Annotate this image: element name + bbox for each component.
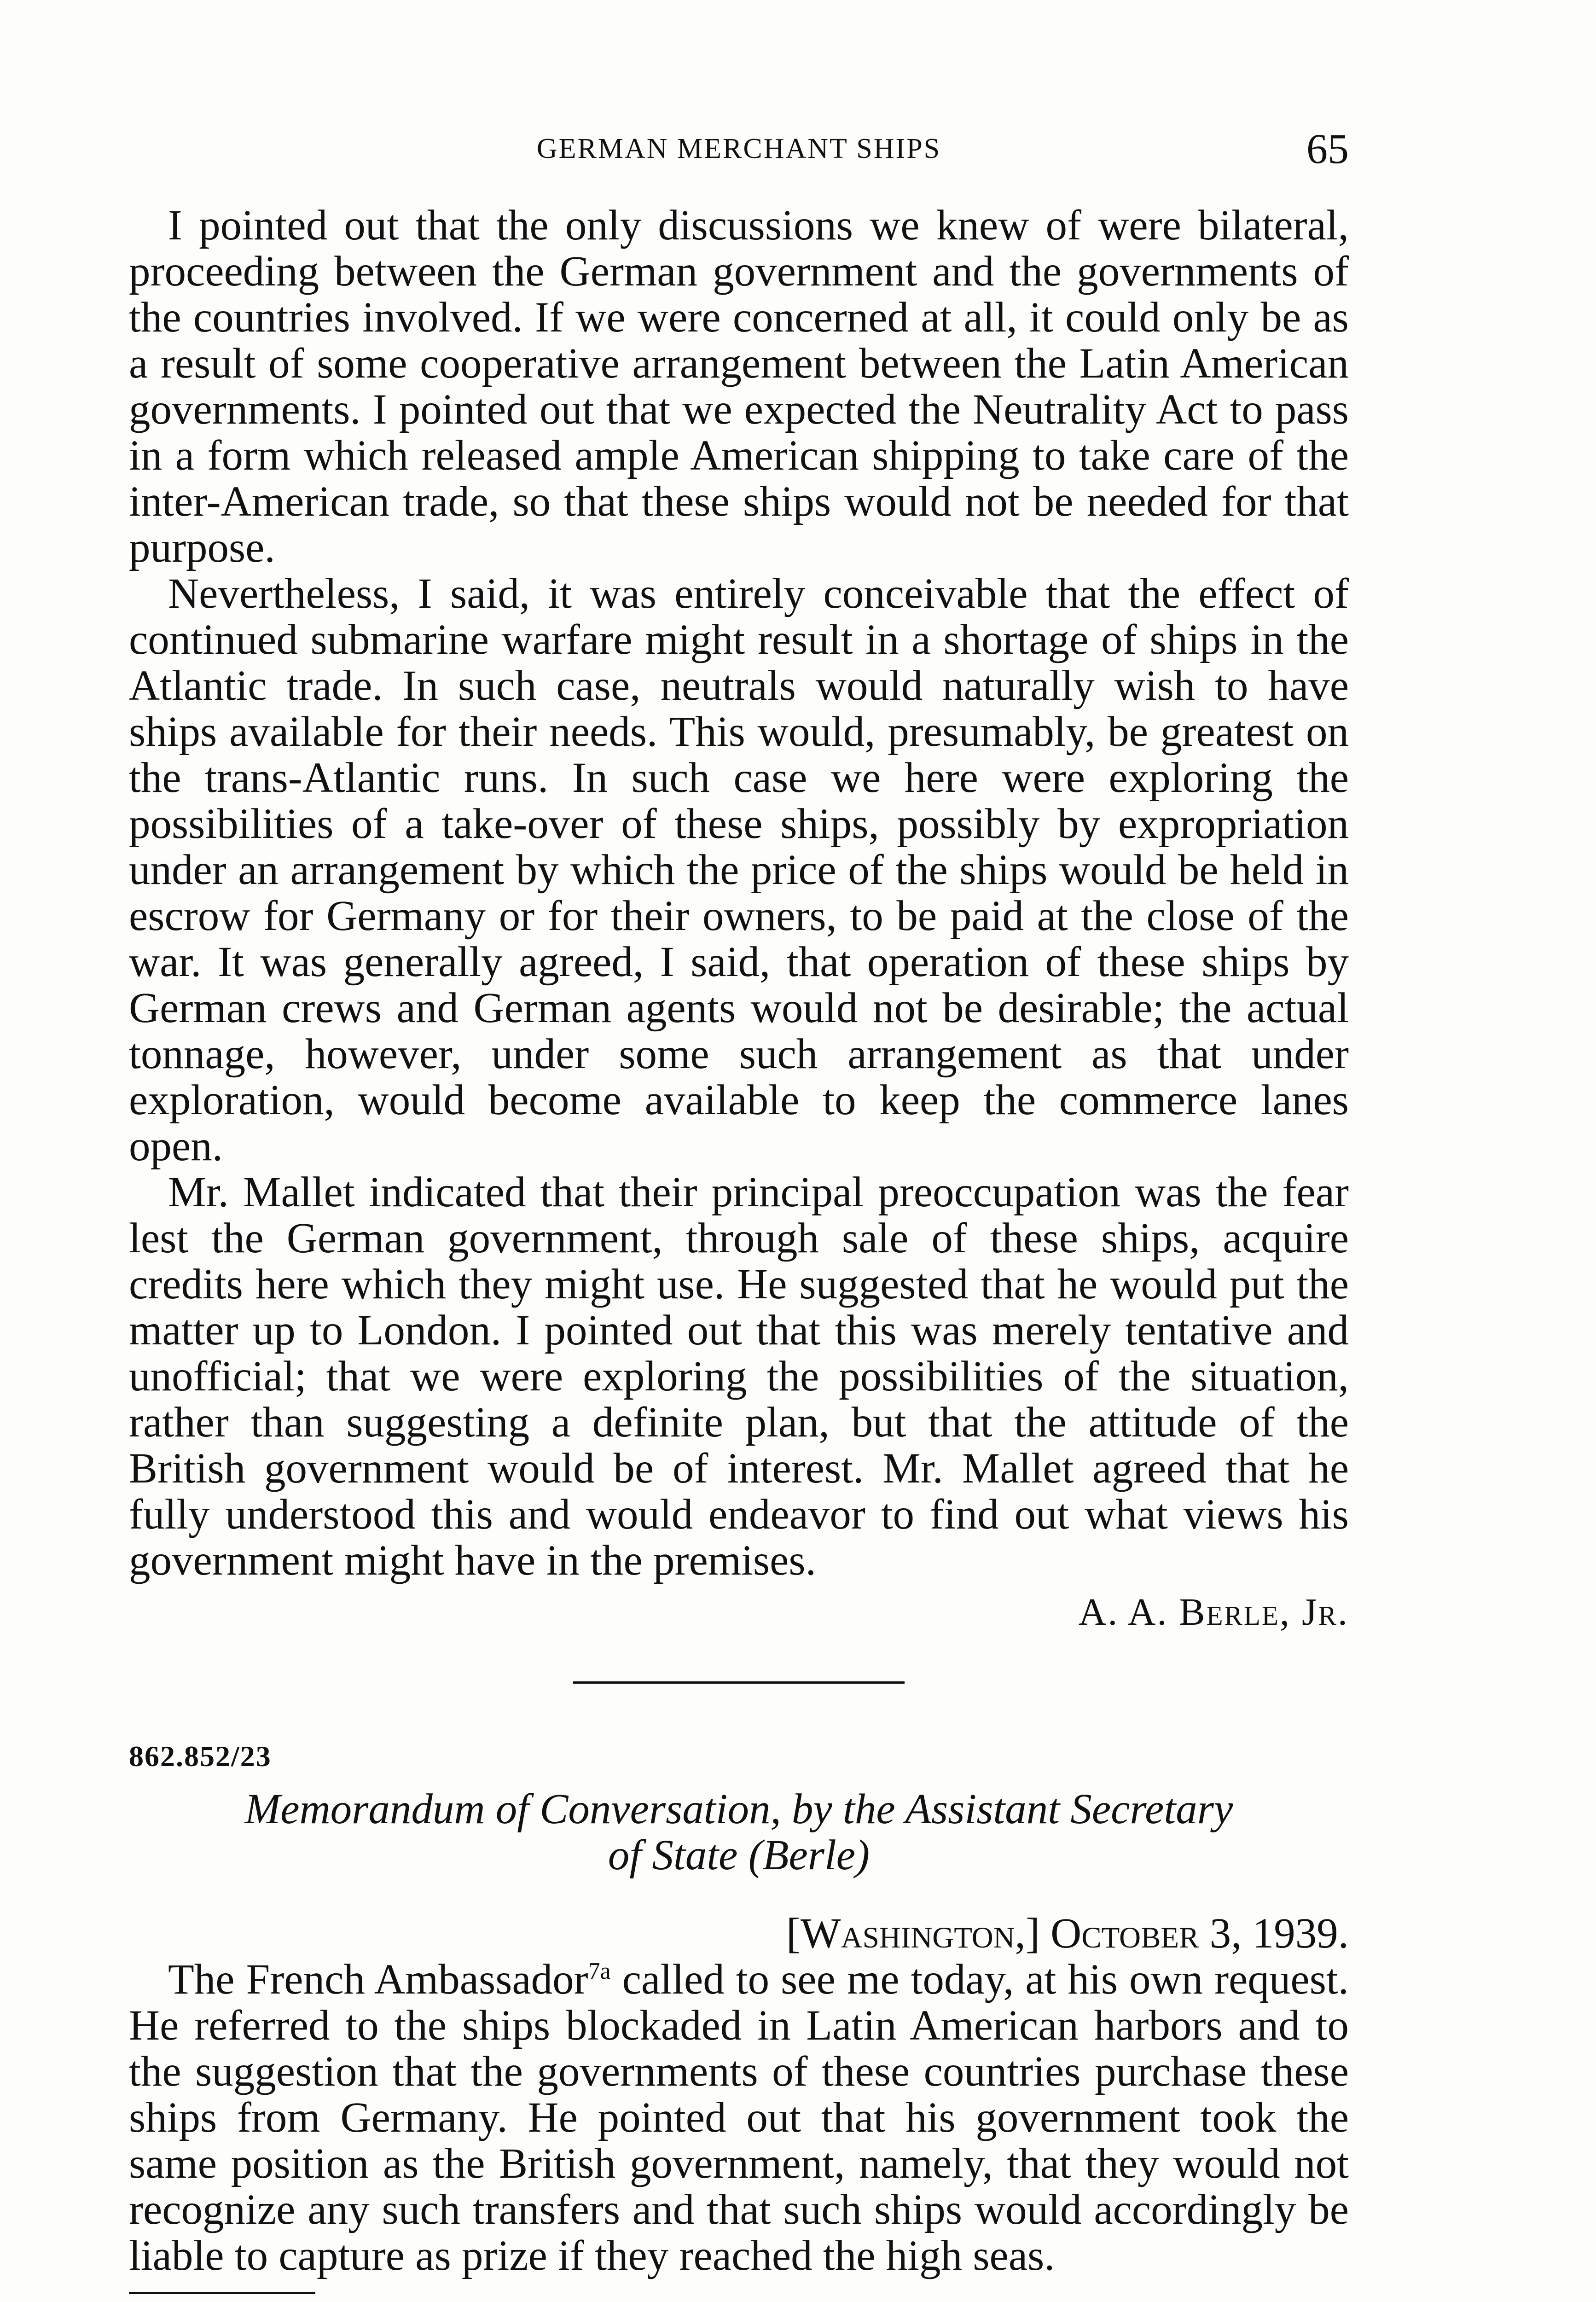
footnote-reference: 7a [588, 1958, 611, 1984]
signature: A. A. Berle, Jr. [1078, 1591, 1349, 1633]
paragraph-2: Nevertheless, I said, it was entirely conceivable that the effect of continued submarine warfare might result in a shortage of ships in the Atlantic trade. In such case, neutrals would naturally wish to have ships available for their needs. This would, presumably, be greatest on the trans-Atlantic runs. In such case we here were exploring the possibilities of a take-over of these ships, possibly by expropriation under an arrangement by which the price of the ships would be held in escrow for Germany or for their owners, to be paid at the close of the war. It was generally agreed, I said, that operation of these ships by German crews and German agents would not be desirable; the actual tonnage, however, under some such arrangement as that under exploration, would become available to keep the commerce lanes open. [129, 570, 1349, 1170]
paragraph-3: Mr. Mallet indicated that their principal preoccupation was the fear lest the German government, through sale of these ships, acquire credits here which they might use. He suggested that he would put the matter up to London. I pointed out that this was merely tentative and unofficial; that we were exploring the possibilities of the situation, rather than suggesting a definite plan, but that the attitude of the British government would be of interest. Mr. Mallet agreed that he fully understood this and would endeavor to find out what views his government might have in the premises. [129, 1168, 1349, 1584]
memo-paragraph [129, 1957, 1349, 2279]
section-divider [573, 1681, 905, 1684]
memo-text-end: called to see me today, at his own request. He referred to the ships blockaded in Latin American harbors and to the suggestion that the governments of these countries purchase these ships from Germany. He pointed out that his government took the same position as the British government, namely, that they would not recognize any such transfers and that such ships would accordingly be liable to capture as prize if they reached the high seas. [129, 1956, 1349, 2279]
memo-text-start: The French Ambassador [168, 1956, 588, 2003]
page-number: 65 [1306, 125, 1349, 172]
page-header [129, 124, 1349, 180]
footnote-rule [129, 2292, 315, 2294]
memo-title-line-2: of State (Berle) [608, 1831, 870, 1879]
dateline: [Washington,] October 3, 1939. [786, 1910, 1349, 1957]
file-number: 862.852/23 [129, 1740, 272, 1773]
paragraph-1: I pointed out that the only discussions we knew of were bilateral, proceeding between the German government and the governments of the countries involved. If we were concerned at all, it could only be as a result of some cooperative arrangement between the Latin American governments. I pointed out that we expected the Neutrality Act to pass in a form which released ample American shipping to take care of the inter-American trade, so that these ships would not be needed for that purpose. [129, 202, 1349, 571]
main-text [129, 203, 1349, 2302]
memo-title-line-1: Memorandum of Conversation, by the Assistant Secretary [244, 1785, 1233, 1833]
memo-title [129, 1786, 1349, 1878]
running-title: GERMAN MERCHANT SHIPS [536, 133, 941, 164]
